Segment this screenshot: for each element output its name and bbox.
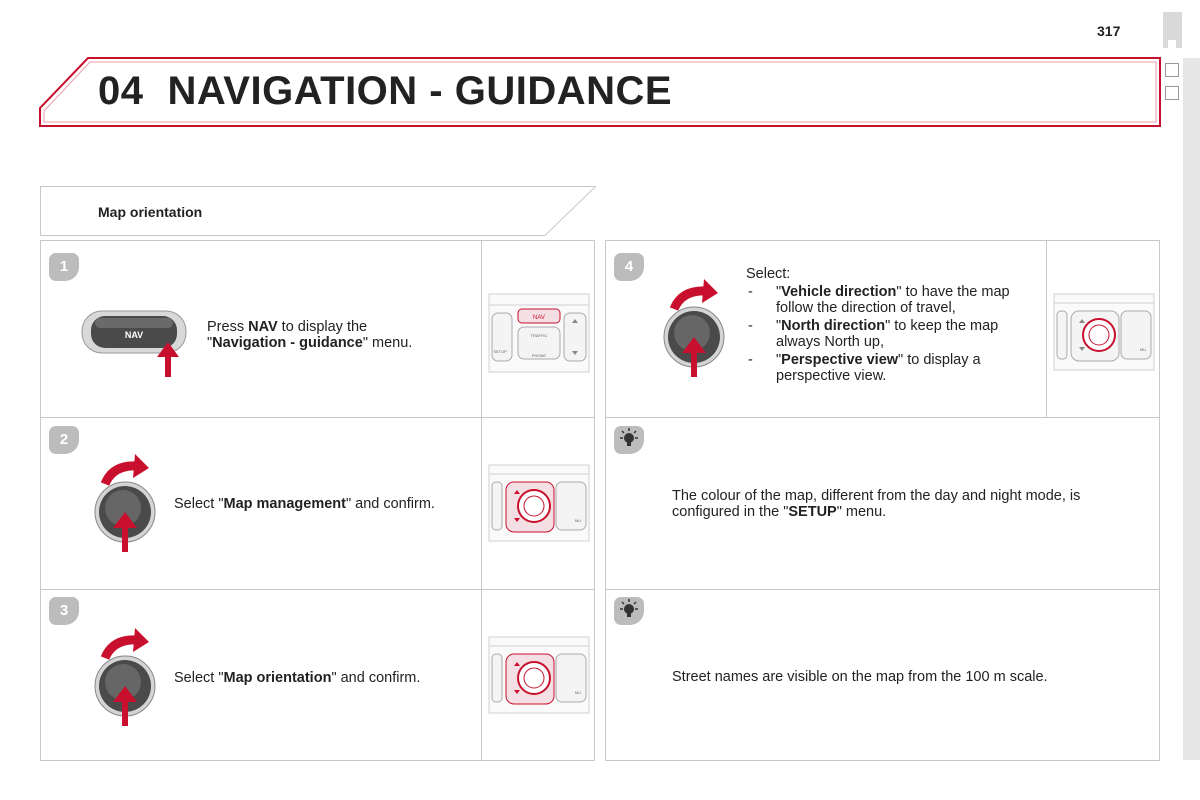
svg-text:NAV: NAV [533,315,545,321]
svg-text:MU: MU [574,690,582,695]
step-number-badge: 4 [614,253,644,281]
nav-button-label: NAV [124,330,144,340]
svg-text:MU: MU [574,518,582,523]
thumb-marker-icon [1168,40,1176,48]
rotary-knob-press-icon [93,454,163,554]
control-panel-knob-icon [488,464,590,542]
step-4-intro: Select: [746,266,791,282]
svg-text:MU: MU [1139,347,1147,352]
tip-1-text: The colour of the map, different from the day and night mode, is configured in the "SETUP" menu. [672,488,1081,520]
svg-text:SETUP: SETUP [493,349,507,354]
lightbulb-icon [614,426,644,454]
chapter-title-text: NAVIGATION - GUIDANCE [167,69,673,113]
step-1-cell [40,240,595,418]
rotary-knob-press-icon [662,279,732,379]
tip-badge [614,597,644,625]
step-2-cell [40,417,595,590]
step-3-text: Select "Map orientation" and confirm. [174,670,421,686]
rotary-knob-press-icon [93,628,163,728]
chapter-number: 04 [98,69,144,113]
side-bar [1183,58,1200,760]
page-number: 317 [1097,23,1121,39]
option-perspective-view: - "Perspective view" to display a perspective view. [748,352,981,384]
step-1-text: Press NAV to display the "Navigation - guidance" menu. [207,319,413,351]
option-vehicle-direction: - "Vehicle direction" to have the map follow the direction of travel, [748,284,1010,316]
step-4-image-cell [1046,241,1160,417]
step-number-badge: 1 [49,253,79,281]
step-2-image-cell [481,418,595,589]
step-1-image-cell [481,241,595,417]
tip-badge [614,426,644,454]
svg-text:TRAFFIC: TRAFFIC [530,333,548,338]
step-4-cell [605,240,1160,418]
step-3-cell [40,589,595,761]
option-north-direction: - "North direction" to keep the map always North up, [748,318,999,350]
step-number-badge: 3 [49,597,79,625]
chapter-title [98,69,672,114]
lightbulb-icon [614,597,644,625]
tip-1-cell [605,417,1160,590]
control-panel-icon [488,293,590,373]
tip-2-cell [605,589,1160,761]
control-panel-knob-icon [488,636,590,714]
thumb-square-icon [1165,86,1179,100]
step-4-text [746,266,1042,384]
side-thumb-tab [1163,12,1182,48]
nav-button-icon [81,309,187,381]
thumb-square-icon [1165,63,1179,77]
control-panel-knob-icon [1053,293,1155,371]
tip-2-text: Street names are visible on the map from the 100 m scale. [672,669,1048,685]
step-3-image-cell [481,590,595,760]
section-title: Map orientation [98,204,203,220]
step-2-text: Select "Map management" and confirm. [174,496,435,512]
svg-text:PHONE: PHONE [531,353,547,358]
step-number-badge: 2 [49,426,79,454]
